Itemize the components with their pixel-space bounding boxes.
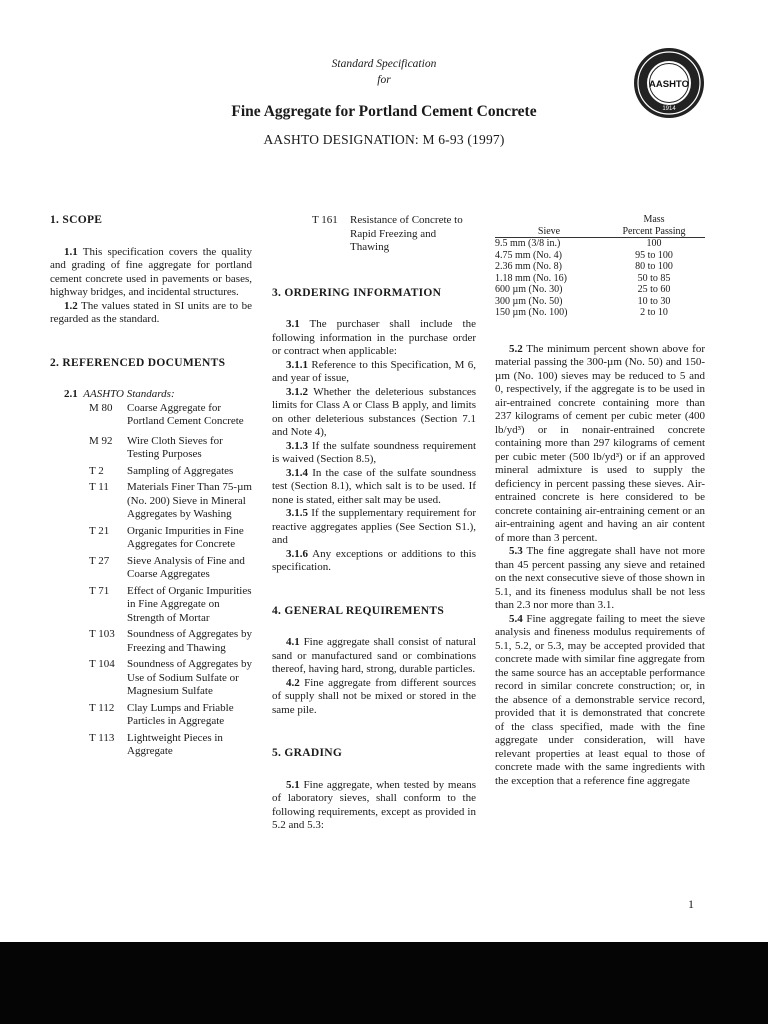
table-row [495,296,705,308]
seal-text: AASHTO [649,79,689,90]
section-heading-referenced-documents: 2. REFERENCED DOCUMENTS [50,356,226,369]
item-3-1-2: 3.1.2 Whether the deleterious substances limits for Class A or Class B apply, and limits on other deleterious substances (Section 7.1 and Note 4), [272,385,476,438]
aashto-standards-heading: 2.1 AASHTO Standards: [64,388,175,400]
table-row [495,261,705,273]
paragraph-1-2: 1.2 The values stated in SI units are to be regarded as the standard. [50,299,252,325]
percent-passing: 10 to 30 [637,295,671,307]
column-2 [272,214,476,833]
ref-m80: M 80 Coarse Aggregate for Portland Cement Concrete [89,401,244,427]
table-header-percent-passing: Percent Passing [622,225,686,237]
ref-t21: T 21 Organic Impurities in Fine Aggregates for Concrete [89,524,244,550]
ref-t112: T 112 Clay Lumps and Friable Particles in Aggregate [89,701,234,727]
paragraph-3-1: 3.1 The purchaser shall include the following information in the purchase order or contract when applicable: [272,318,476,357]
paragraph-4-1: 4.1 Fine aggregate shall consist of natural sand or manufactured sand or combinations thereof, having hard, strong, durable particles. [272,636,476,675]
paragraph-5-1: 5.1 Fine aggregate, when tested by means of laboratory sieves, shall conform to the following requirements, except as provided in 5.2 and 5.3: [272,778,476,831]
table-row [495,238,705,250]
ref-t113: T 113 Lightweight Pieces in Aggregate [89,731,223,757]
item-3-1-6: 3.1.6 Any exceptions or additions to this specification. [272,547,476,573]
section-heading-general-requirements: 4. GENERAL REQUIREMENTS [272,604,445,617]
document-title: Fine Aggregate for Portland Cement Concrete [231,103,537,120]
paragraph-5-3: 5.3 The fine aggregate shall have not more than 45 percent passing any sieve and retained on the next consecutive sieve of those shown in 5.1, and its fineness modulus shall be not less than 2.3 nor more than 3.1. [495,545,705,611]
sieve-size: 1.18 mm (No. 16) [495,272,567,284]
section-heading-ordering-information: 3. ORDERING INFORMATION [272,286,442,299]
page-number: 1 [688,897,694,911]
paragraph-1-1: 1.1 This specification covers the quality and grading of fine aggregate for portland cement concrete used in pavements or bases, highway bridges, and incidental structures. [50,245,252,298]
seal-year: 1914 [662,106,676,112]
scan-bottom-bar [0,942,768,1024]
table-row [495,284,705,296]
sieve-size: 300 µm (No. 50) [495,295,563,307]
ref-t161: T 161 Resistance of Concrete to Rapid Freezing and Thawing [312,214,463,253]
percent-passing: 95 to 100 [635,249,673,261]
paragraph-5-4: 5.4 Fine aggregate failing to meet the sieve analysis and fineness modulus requirements of 5.1, 5.2, or 5.3, may be accepted provided that concrete made with similar fine aggregate from the same source has an acceptable performance record in similar concrete construction; or, in the absence of a demonstrable service record, provided that it is demonstrated that concrete of the class specified, made with the fine aggregate under consideration, will have relevant properties at least equal to those of concrete made with the same ingredients with the exception that a reference fine aggregate [495,612,705,787]
ref-t27: T 27 Sieve Analysis of Fine and Coarse Aggregates [89,554,245,580]
table-header-sieve: Sieve [537,225,561,237]
header-standard-specification: Standard Specification [331,58,437,70]
column-1 [50,214,252,759]
aashto-designation: AASHTO DESIGNATION: M 6-93 (1997) [263,132,505,147]
paragraph-4-2: 4.2 Fine aggregate from different sources of supply shall not be mixed or stored in the same pile. [272,676,476,716]
ref-t104: T 104 Soundness of Aggregates by Use of Sodium Sulfate or Magnesium Sulfate [89,658,252,697]
table-row [495,250,705,262]
table-row [495,307,705,319]
paragraph-5-2: 5.2 The minimum percent shown above for material passing the 300-µm (No. 50) and 150-µm (No. 100) sieves may be reduced to 5 and 0, respectively, if the aggregate is to be used in air-entrained concrete containing more than 237 kilograms of cement per cubic meter (400 lb/yd³) or in nonair-entrained concrete containing more than 297 kilograms of cement per cubic meter (500 lb/yd³) or if an approved mineral admixture is used to supply the deficiency in percent passing these sieves. Air-entrained concrete is here considered to be concrete containing air-entraining cement or an air-entraining agent and having an air content of more than 3 percent. [495,342,705,544]
percent-passing: 50 to 85 [637,272,671,284]
grading-table [495,214,705,319]
sieve-size: 600 µm (No. 30) [495,284,563,295]
ref-t71: T 71 Effect of Organic Impurities in Fine Aggregate on Strength of Mortar [89,584,252,624]
percent-passing: 2 to 10 [640,307,668,318]
item-3-1-1: 3.1.1 Reference to this Specification, M 6, and year of issue, [272,358,476,384]
section-heading-grading: 5. GRADING [272,747,343,759]
ref-m92: M 92 Wire Cloth Sieves for Testing Purposes [89,434,223,460]
percent-passing: 80 to 100 [635,261,673,272]
item-3-1-4: 3.1.4 In the case of the sulfate soundness test (Section 8.1), which salt is to be used. If none is stated, either salt may be used. [272,466,476,506]
section-heading-scope: 1. SCOPE [50,214,103,226]
ref-t11: T 11 Materials Finer Than 75-µm (No. 200) Sieve in Mineral Aggregates by Washing [89,481,252,520]
sieve-size: 9.5 mm (3/8 in.) [495,238,561,249]
sieve-size: 150 µm (No. 100) [495,307,568,318]
table-header-mass: Mass [643,214,665,225]
ref-t2: T 2 Sampling of Aggregates [89,464,234,477]
table-row [495,273,705,285]
item-3-1-5: 3.1.5 If the supplementary requirement for reactive aggregates applies (See Section S1.), and [272,507,476,546]
ref-t103: T 103 Soundness of Aggregates by Freezing and Thawing [89,628,252,654]
aashto-seal-logo [632,46,706,120]
header-for: for [377,74,391,86]
percent-passing: 100 [646,238,662,249]
sieve-size: 2.36 mm (No. 8) [495,261,562,272]
item-3-1-3: 3.1.3 If the sulfate soundness requirement is waived (Section 8.5), [272,439,476,465]
percent-passing: 25 to 60 [637,284,671,295]
sieve-size: 4.75 mm (No. 4) [495,249,562,261]
column-3 [495,214,705,788]
